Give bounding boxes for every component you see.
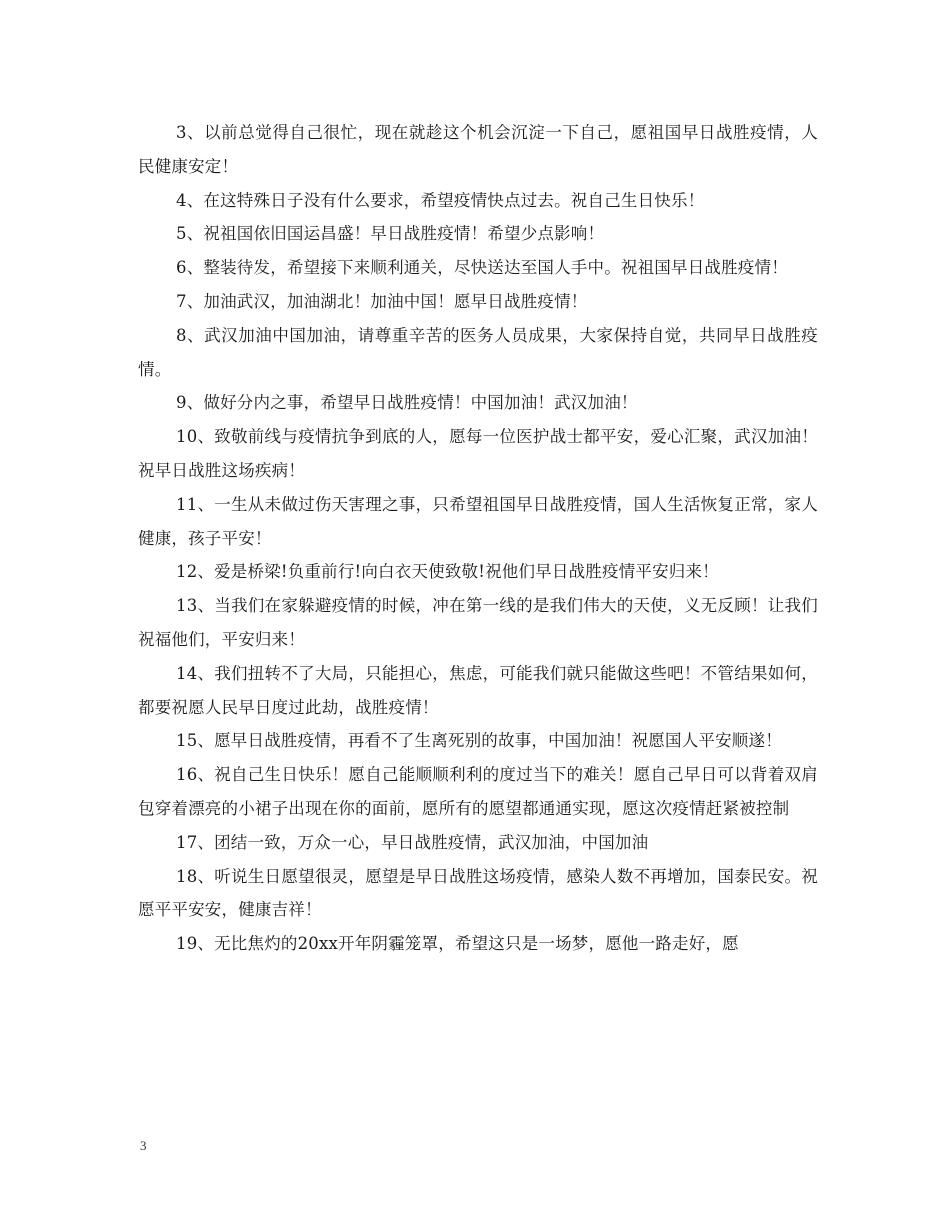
paragraph: 15、愿早日战胜疫情，再看不了生离死别的故事，中国加油！祝愿国人平安顺遂！ bbox=[176, 731, 782, 751]
paragraph: 10、致敬前线与疫情抗争到底的人，愿每一位医护战士都平安，爱心汇聚，武汉加油！祝早日战胜这场疾病！ bbox=[138, 427, 818, 480]
paragraph: 18、听说生日愿望很灵，愿望是早日战胜这场疫情，感染人数不再增加，国泰民安。祝愿平平安安，健康吉祥！ bbox=[138, 866, 818, 920]
paragraph: 5、祝祖国依旧国运昌盛！早日战胜疫情！希望少点影响！ bbox=[176, 224, 605, 244]
paragraph: 14、我们扭转不了大局，只能担心，焦虑，可能我们就只能做这些吧！不管结果如何，都要祝愿人民早日度过此劫，战胜疫情！ bbox=[138, 663, 818, 717]
paragraph: 16、祝自己生日快乐！愿自己能顺顺利利的度过当下的难关！愿自己早日可以背着双肩包穿着漂亮的小裙子出现在你的面前，愿所有的愿望都通通实现，愿这次疫情赶紧被控制 bbox=[138, 765, 818, 818]
paragraph: 4、在这特殊日子没有什么要求，希望疫情快点过去。祝自己生日快乐！ bbox=[176, 190, 705, 210]
paragraph: 7、加油武汉，加油湖北！加油中国！愿早日战胜疫情！ bbox=[176, 291, 588, 311]
page-number: 3 bbox=[140, 1138, 147, 1153]
paragraph: 6、整装待发，希望接下来顺利通关，尽快送达至国人手中。祝祖国早日战胜疫情！ bbox=[176, 258, 788, 278]
paragraph: 13、当我们在家躲避疫情的时候，冲在第一线的是我们伟大的天使，义无反顾！让我们祝福他们，平安归来！ bbox=[138, 596, 818, 649]
document-body bbox=[138, 116, 818, 961]
paragraph: 11、一生从未做过伤天害理之事，只希望祖国早日战胜疫情，国人生活恢复正常，家人健康，孩子平安！ bbox=[138, 494, 818, 548]
paragraph: 3、以前总觉得自己很忙，现在就趁这个机会沉淀一下自己，愿祖国早日战胜疫情，人民健康安定！ bbox=[138, 123, 818, 176]
paragraph: 19、无比焦灼的20xx开年阴霾笼罩，希望这只是一场梦，愿他一路走好，愿 bbox=[176, 934, 739, 954]
paragraph: 17、团结一致，万众一心，早日战胜疫情，武汉加油，中国加油 bbox=[176, 832, 649, 852]
paragraph: 12、爱是桥梁!负重前行!向白衣天使致敬!祝他们早日战胜疫情平安归来！ bbox=[176, 562, 719, 582]
paragraph: 9、做好分内之事，希望早日战胜疫情！中国加油！武汉加油！ bbox=[176, 393, 638, 413]
paragraph: 8、武汉加油中国加油，请尊重辛苦的医务人员成果，大家保持自觉，共同早日战胜疫情。 bbox=[138, 325, 818, 379]
